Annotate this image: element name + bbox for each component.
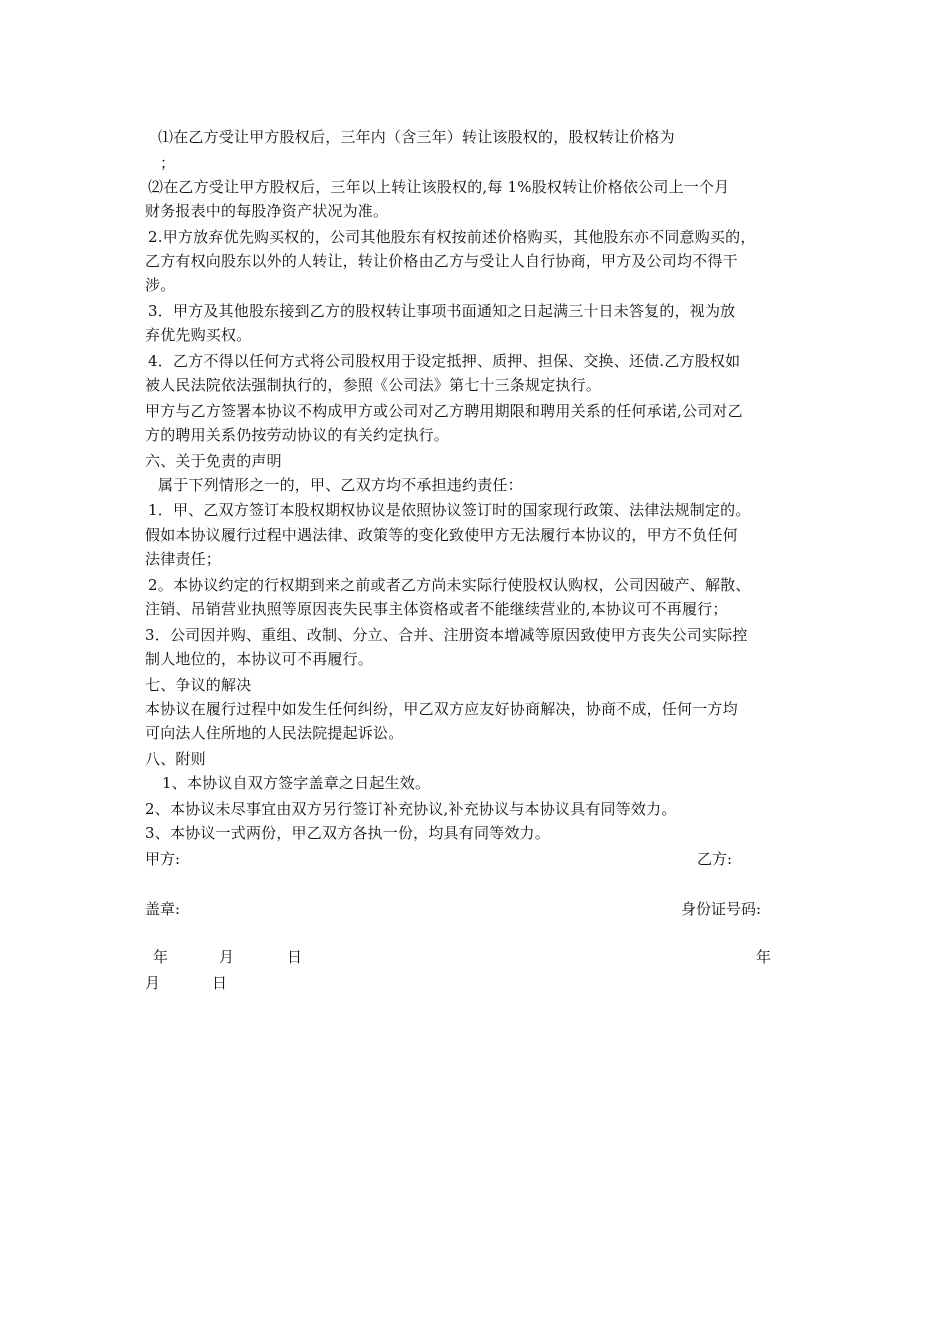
- employment-note-line2: 方的聘用关系仍按劳动协议的有关约定执行。: [145, 426, 450, 444]
- section-6-intro: 属于下列情形之一的，甲、乙双方均不承担违约责任：: [158, 476, 523, 494]
- clause-1-1: ⑴在乙方受让甲方股权后，三年内（含三年）转让该股权的，股权转让价格为: [158, 128, 675, 146]
- clause-3-line2: 弃优先购买权。: [145, 326, 252, 344]
- exemption-1-line2: 假如本协议履行过程中遇法律、政策等的变化致使甲方无法履行本协议的，甲方不负任何: [145, 526, 738, 544]
- dispute-line2: 可向法人住所地的人民法院提起诉讼。: [145, 724, 404, 742]
- party-a-label: 甲方:: [145, 850, 181, 868]
- clause-2-line3: 涉。: [145, 276, 176, 294]
- clause-4-line1: 4．乙方不得以任何方式将公司股权用于设定抵押、质押、担保、交换、还债.乙方股权如: [148, 352, 741, 370]
- party-b-year: 年: [756, 948, 772, 966]
- exemption-3-line2: 制人地位的，本协议可不再履行。: [145, 650, 374, 668]
- clause-1-2-line1: ⑵在乙方受让甲方股权后，三年以上转让该股权的,每 1%股权转让价格依公司上一个月: [148, 178, 730, 196]
- clause-3-line1: 3．甲方及其他股东接到乙方的股权转让事项书面通知之日起满三十日未答复的，视为放: [148, 302, 736, 320]
- party-b-label: 乙方:: [697, 850, 733, 868]
- section-6-heading: 六、关于免责的声明: [145, 452, 282, 470]
- clause-4-line2: 被人民法院依法强制执行的，参照《公司法》第七十三条规定执行。: [145, 376, 602, 394]
- party-b-month: 月: [145, 974, 161, 992]
- clause-2-line1: 2.甲方放弃优先购买权的，公司其他股东有权按前述价格购买，其他股东亦不同意购买的，: [148, 228, 756, 246]
- party-b-day: 日: [212, 974, 228, 992]
- clause-1-1-blank: ；: [160, 154, 176, 172]
- exemption-1-line3: 法律责任；: [145, 550, 222, 568]
- party-a-month: 月: [219, 948, 235, 966]
- appendix-3: 3、本协议一式两份，甲乙双方各执一份，均具有同等效力。: [145, 824, 550, 842]
- section-7-heading: 七、争议的解决: [145, 676, 252, 694]
- clause-1-2-line2: 财务报表中的每股净资产状况为准。: [145, 202, 389, 220]
- exemption-2-line2: 注销、吊销营业执照等原因丧失民事主体资格或者不能继续营业的,本协议可不再履行；: [145, 600, 728, 618]
- exemption-3-line1: 3．公司因并购、重组、改制、分立、合并、注册资本增减等原因致使甲方丧失公司实际控: [145, 626, 748, 644]
- exemption-1-line1: 1．甲、乙双方签订本股权期权协议是依照协议签订时的国家现行政策、法律法规制定的。: [148, 501, 751, 519]
- exemption-2-line1: 2。本协议约定的行权期到来之前或者乙方尚未实际行使股权认购权，公司因破产、解散、: [148, 576, 751, 594]
- employment-note-line1: 甲方与乙方签署本协议不构成甲方或公司对乙方聘用期限和聘用关系的任何承诺,公司对乙: [145, 402, 743, 420]
- party-a-day: 日: [287, 948, 303, 966]
- dispute-line1: 本协议在履行过程中如发生任何纠纷，甲乙双方应友好协商解决，协商不成，任何一方均: [145, 700, 738, 718]
- party-a-year: 年: [153, 948, 169, 966]
- seal-label: 盖章:: [145, 900, 181, 918]
- clause-2-line2: 乙方有权向股东以外的人转让，转让价格由乙方与受让人自行协商，甲方及公司均不得干: [145, 252, 738, 270]
- appendix-2: 2、本协议未尽事宜由双方另行签订补充协议,补充协议与本协议具有同等效力。: [145, 800, 677, 818]
- appendix-1: 1、本协议自双方签字盖章之日起生效。: [162, 774, 431, 792]
- section-8-heading: 八、附则: [145, 750, 206, 768]
- id-number-label: 身份证号码:: [681, 900, 762, 918]
